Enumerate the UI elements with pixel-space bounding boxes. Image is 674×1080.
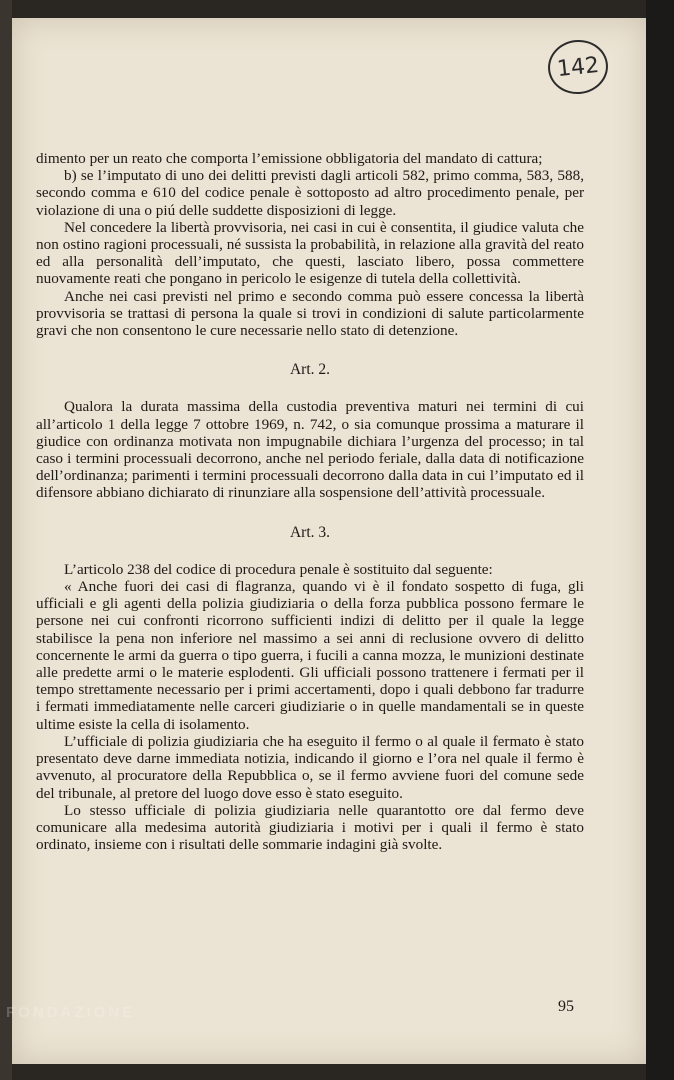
paragraph-liberta: Nel concedere la libertà provvisoria, nei casi in cui è consentita, il giudice valuta che non ostino ragioni processuali, né sussista la probabilità, in relazione alla gravità del reato ed alla personalità dell’imputato, che questi, lasciato libero, possa commettere nuovamente reati che pongano in pericolo le esigenze di tutela della collettività. — [36, 218, 584, 288]
paragraph-art2: Qualora la durata massima della custodia preventiva maturi nei termini di cui all’articolo 1 della legge 7 ottobre 1969, n. 742, o sia comunque prossima a maturare il giudice con ordinanza motivata non impugnabile dichiara l’urgenza del processo; in tal caso i termini processuali decorrono, anche nel periodo feriale, dalla data di notificazione dell’ordinanza; parimenti i termini processuali decorrono dalla data in cui l’imputato ed il difensore abbiano dichiarato di rinunziare alla sospensione dell’attività processuale. — [36, 398, 584, 502]
paragraph-fermo: « Anche fuori dei casi di flagranza, quando vi è il fondato sospetto di fuga, gli ufficiali e gli agenti della polizia giudiziaria o della forza pubblica possono fermare le persone nei cui confronti ricorrono sufficienti indizi di delitto per il quale la legge stabilisce la pena non inferiore nel massimo a sei anni di reclusione ovvero di delitto concernente le armi da guerra o tipo guerra, i fucili a canna mozza, le munizioni destinate alle predette armi o le materie esplodenti. Gli ufficiali possono trattenere i fermati per il tempo strettamente necessario per i primi accertamenti, dopo i quali debbono far tradurre i fermati immediatamente nelle carceri giudiziarie o in quelle mandamentali se in queste ultime esiste la cella di isolamento. — [36, 578, 584, 733]
paragraph-comunicazione: Lo stesso ufficiale di polizia giudiziaria nelle quarantotto ore dal fermo deve comunicare alla medesima autorità giudiziaria i motivi per i quali il fermo è stato ordinato, insieme con i risultati delle sommarie indagini già svolte. — [36, 801, 584, 854]
paragraph-b: b) se l’imputato di uno dei delitti previsti dagli articoli 582, primo comma, 583, 588, secondo comma e 610 del codice penale è sottoposto ad altro procedimento penale, per violazione di una o piú delle suddette disposizioni di legge. — [36, 167, 584, 219]
paragraph-ufficiale: L’ufficiale di polizia giudiziaria che ha eseguito il fermo o al quale il fermato è stato presentato deve darne immediata notizia, indicando il giorno e l’ora nel quale il fermo è avvenuto, al procuratore della Repubblica o, se il fermo avviene fuori del comune sede del tribunale, al pretore del luogo dove esso è stato eseguito. — [36, 732, 584, 802]
paragraph-continuation: dimento per un reato che comporta l’emissione obbligatoria del mandato di cattura; — [36, 150, 543, 167]
article-2-heading: Art. 2. — [289, 361, 331, 379]
handwritten-annotation: 142 — [545, 37, 610, 97]
article-3-heading: Art. 3. — [289, 523, 331, 541]
paragraph-salute: Anche nei casi previsti nel primo e secondo comma può essere concessa la libertà provvisoria se trattasi di persona la quale si trovi in condizioni di salute particolarmente gravi che non consentono le cure necessarie nello stato di detenzione. — [36, 287, 584, 340]
scan-right-edge — [646, 0, 674, 1080]
watermark: FONDAZIONE — [6, 1004, 136, 1021]
paragraph-art3-intro: L’articolo 238 del codice di procedura penale è sostituito dal seguente: — [64, 560, 493, 578]
page-number: 95 — [558, 998, 574, 1015]
document-body — [36, 150, 584, 853]
scan-left-edge — [0, 0, 12, 1080]
